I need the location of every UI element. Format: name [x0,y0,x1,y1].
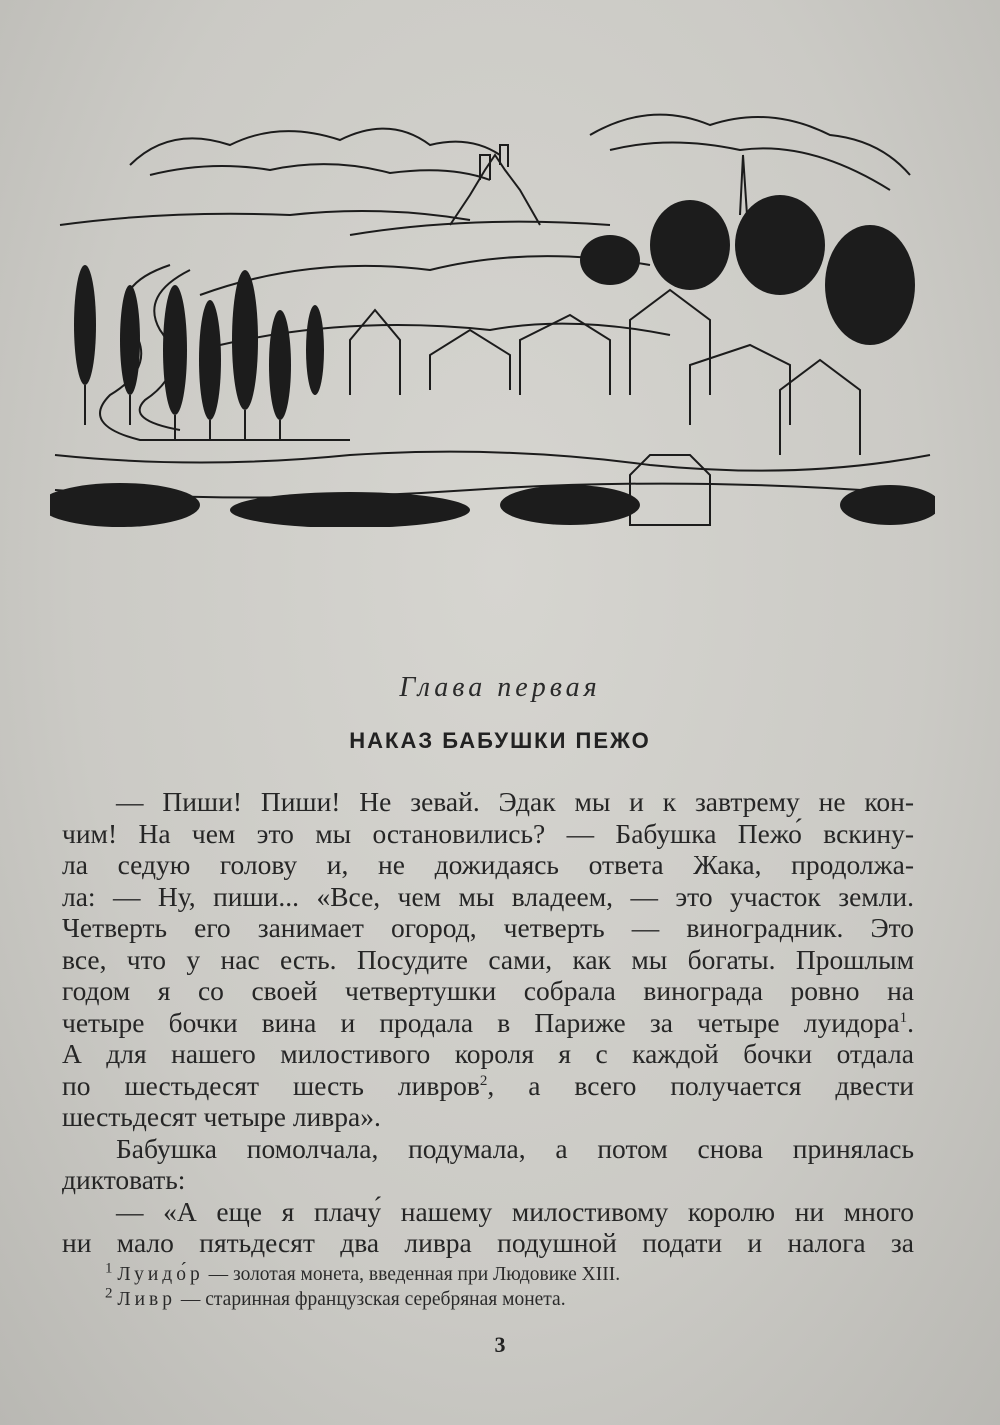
footnote-text: — старинная французская серебряная монета. [176,1289,566,1310]
text-line: — Пиши! Пиши! Не зевай. Эдак мы и к завтрему не кон- [116,786,914,817]
text-line: — «А еще я плачу́ нашему милостивому королю ни много [116,1195,914,1227]
footnote-mark: 2 [105,1285,113,1302]
text-fragment: , а всего получается двести [487,1069,915,1101]
page-number: 3 [494,1332,506,1357]
text-fragment: четыре бочки вина и продала в Париже за четыре луидора [62,1006,900,1038]
text-line: ла: — Ну, пиши... «Все, чем мы владеем, — это участок земли. [62,880,914,912]
text-line: годом я со своей четвертушки собрала винограда ровно на [62,975,914,1006]
chapter-title: НАКАЗ БАБУШКИ ПЕЖО [349,728,651,753]
text-line: диктовать: [62,1164,186,1195]
text-line: шестьдесят четыре ливра». [62,1101,381,1132]
text-fragment: по шестьдесят шесть ливров [62,1069,480,1101]
footnote-mark: 1 [899,1009,908,1026]
text-line [62,1070,914,1102]
text-line: Бабушка помолчала, подумала, а потом снова принялась [116,1132,914,1164]
village-landscape-illustration [50,95,935,527]
footnote-text: — золотая монета, введенная при Людовике XIII. [203,1264,621,1285]
footnote-term: Луидо́р [117,1264,204,1285]
footnotes [105,1262,865,1312]
text-line: четыре бочки вина и продала в Париже за четыре луидора$^1$. [62,1006,914,1038]
footnote-1 [105,1262,865,1287]
chapter-heading: Глава первая [399,672,601,703]
text-line: чим! На чем это мы остановились? — Бабушка Пежо́ вскину- [62,817,914,849]
text-line: ни мало пятьдесят два ливра подушной подати и налога за [62,1227,914,1258]
footnote-mark: 2 [479,1072,488,1089]
text-line: А для нашего милостивого короля я с каждой бочки отдала [62,1038,914,1069]
body-text [62,786,914,1259]
text-line: все, что у нас есть. Посудите сами, как мы богаты. Прошлым [62,943,914,975]
footnote-mark: 1 [105,1260,113,1277]
footnote-2 [105,1287,865,1312]
text-line: ла седую голову и, не дожидаясь ответа Жака, продолжа- [62,849,914,880]
text-line: Четверть его занимает огород, четверть — виноградник. Это [62,912,914,943]
footnote-term: Ливр [117,1289,176,1310]
